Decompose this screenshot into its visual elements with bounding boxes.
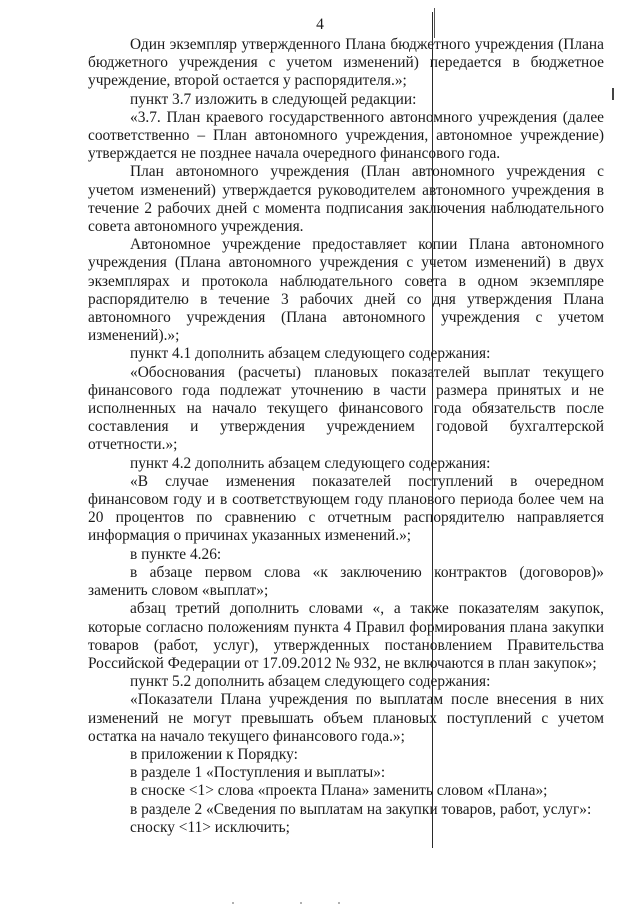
paragraph: в разделе 1 «Поступления и выплаты»: <box>130 764 386 782</box>
scan-speck <box>300 902 302 904</box>
paragraph: пункт 5.2 дополнить абзацем следующего содержания: <box>130 673 491 691</box>
paragraph: «В случае изменения показателей поступлений в очередном финансовом году и в соответствующем году планового периода более чем на 20 процентов по сравнению с отчетным распорядителю направляется информация о причинах указанных изменений.»; <box>88 472 604 545</box>
paragraph: «Показатели Плана учреждения по выплатам после внесения в них изменений не могут превышать объем плановых поступлений с учетом остатка на начало текущего финансового года.»; <box>88 691 604 745</box>
paragraph: «3.7. План краевого государственного автономного учреждения (далее соответственно – План автономного учреждения, автономное учреждение) утверждается не позднее начала очередного финансового года. <box>88 108 604 163</box>
document-body <box>88 36 604 837</box>
paragraph: Один экземпляр утвержденного Плана бюджетного учреждения (Плана бюджетного учреждения с учетом изменений) передается в бюджетное учреждение, второй остается у распорядителя.»; <box>88 36 604 90</box>
paragraph: в пункте 4.26: <box>130 545 222 563</box>
paragraph: «Обоснования (расчеты) плановых показателей выплат текущего финансового года подлежат уточнению в части размера принятых и не исполненных на начало текущего финансового года обязательств после составления и утверждения учреждением годовой бухгалтерской отчетности.»; <box>88 363 604 454</box>
paragraph: в приложении к Порядку: <box>130 745 298 763</box>
paragraph: пункт 4.2 дополнить абзацем следующего содержания: <box>130 454 491 472</box>
paragraph: пункт 3.7 изложить в следующей редакции: <box>130 90 417 108</box>
scan-speck <box>338 902 340 904</box>
margin-mark <box>612 88 619 100</box>
paragraph: пункт 4.1 дополнить абзацем следующего содержания: <box>130 345 491 363</box>
paragraph: Автономное учреждение предоставляет копии Плана автономного учреждения (Плана автономного учреждения с учетом изменений) в двух экземплярах и протокола наблюдательного совета в одном экземпляре распорядителю в течение 3 рабочих дней со дня утверждения Плана автономного учреждения (Плана автономного учреждения с учетом изменений).»; <box>88 236 604 345</box>
paragraph: сноску <11> исключить; <box>130 818 290 836</box>
scan-speck <box>232 902 234 904</box>
paragraph: абзац третий дополнить словами «, а также показателям закупок, которые согласно положениям пункта 4 Правил формирования плана закупки товаров (работ, услуг), утвержденных постановлением Правительства Российской Федерации от 17.09.2012 № 932, не включаются в план закупок»; <box>88 600 604 672</box>
paragraph: в разделе 2 «Сведения по выплатам на закупки товаров, работ, услуг»: <box>130 800 592 818</box>
paragraph: в абзаце первом слова «к заключению контрактов (договоров)» заменить словом «выплат»; <box>88 563 604 600</box>
page-number: 4 <box>316 16 324 33</box>
paragraph: в сноске <1> слова «проекта Плана» заменить словом «Плана»; <box>130 782 548 800</box>
paragraph: План автономного учреждения (План автономного учреждения с учетом изменений) утверждается руководителем автономного учреждения в течение 2 рабочих дней с момента подписания заключения наблюдательного совета автономного учреждения. <box>88 163 604 236</box>
